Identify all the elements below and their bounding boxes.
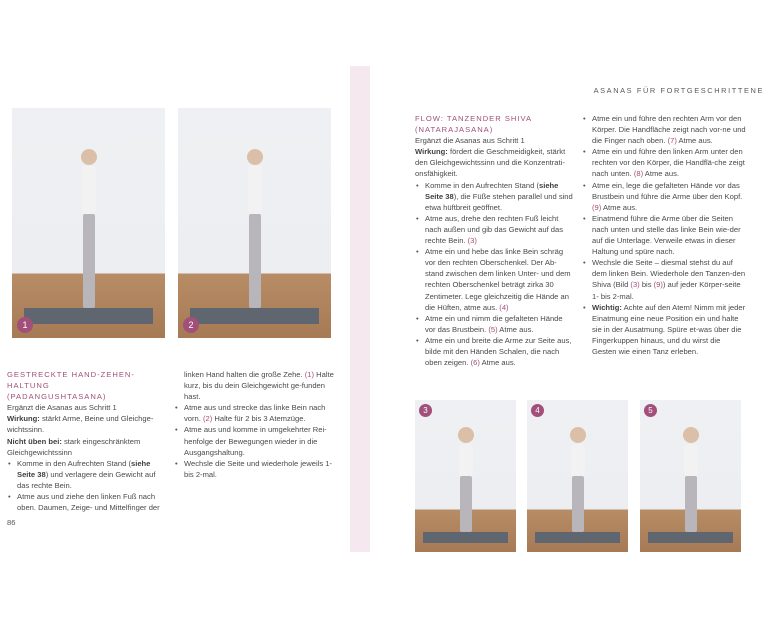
photo-number-badge: 3: [419, 404, 432, 417]
list-item: • Atme ein und nimm die gefalteten Hände vor das Brustbein. (5) Atme aus.: [415, 313, 573, 335]
yoga-figure: [81, 149, 97, 308]
section-subheading: (PADANGUSHTASANA): [7, 392, 107, 402]
section-subheading: (NATARAJASANA): [415, 125, 494, 135]
list-item: • Atme ein und führe den rechten Arm vor den Körper. Die Handfläche zeigt nach vor-ne und die Finger nach oben. (7) Atme aus.: [582, 113, 746, 146]
photo-number-badge: 5: [644, 404, 657, 417]
right-page: [350, 0, 774, 619]
list-item: • Wechsle die Seite und wiederhole jeweils 1- bis 2-mal.: [174, 458, 334, 480]
intro-text: Ergänzt die Asanas aus Schritt 1: [415, 136, 525, 146]
list-item: • Komme in den Aufrechten Stand (siehe Seite 38) und verlagere dein Gewicht auf das rechte Bein.: [7, 458, 167, 491]
list-item: • Komme in den Aufrechten Stand (siehe Seite 38), die Füße stehen parallel und sind etwa hüftbreit geöffnet.: [415, 180, 573, 213]
photo-3-natarajasana-start: [415, 400, 516, 552]
photo-2-padangushtasana-stretched: [178, 108, 331, 338]
photo-4-natarajasana-leg-raised: [527, 400, 628, 552]
yoga-figure: [570, 427, 586, 532]
list-item: • Wichtig: Achte auf den Atem! Nimm mit jeder Einatmung eine neue Position ein und halte sie in der Ausatmung. Spüre et-was über die Fingerkuppen hinaus, und du wirst die Gesten wie einen Tanz erleben.: [582, 302, 746, 357]
list-item: • Einatmend führe die Arme über die Seiten nach unten und stelle das linke Bein wie-der auf die Unterlage. Verweile etwas in dieser Haltung und spüre nach.: [582, 213, 746, 257]
list-item: • Atme aus und strecke das linke Bein nach vorn. (2) Halte für 2 bis 3 Atemzüge.: [174, 402, 334, 424]
section-heading: GESTRECKTE HAND-ZEHEN-HALTUNG: [7, 370, 135, 391]
right-column-1: [415, 113, 573, 368]
photo-5-natarajasana-hands-folded: [640, 400, 741, 552]
yoga-figure: [683, 427, 699, 532]
photo-number-badge: 1: [17, 317, 33, 333]
list-item: • Atme aus, drehe den rechten Fuß leicht nach außen und gib das Gewicht auf das rechte Bein. (3): [415, 213, 573, 246]
wirkung-paragraph: Wirkung: stärkt Arme, Beine und Gleichge-wichtssinn.: [7, 414, 154, 435]
page-number: 86: [7, 518, 16, 527]
list-item: • Wechsle die Seite – diesmal stehst du auf dem linken Bein. Wiederhole den Tanzen-den Shiva (Bild (3) bis (9)) auf jeder Körper-seite 1- bis 2-mal.: [582, 257, 746, 301]
list-item: • Atme aus und komme in umgekehrter Rei-henfolge der Bewegungen wieder in die Ausgangshaltung.: [174, 424, 334, 457]
list-item: • Atme ein und breite die Arme zur Seite aus, bilde mit den Händen Schalen, die nach oben zeigen. (6) Atme aus.: [415, 335, 573, 368]
section-heading: FLOW: TANZENDER SHIVA: [415, 114, 533, 123]
yoga-figure: [458, 427, 474, 532]
list-item: • Atme ein und hebe das linke Bein schräg vor den rechten Oberschenkel. Der Ab-stand zwischen dem linken Unter- und dem rechten Oberschenkel beträgt zirka 30 Zentimeter. Lege gleichzeitig die Hände an die Hüften, atme aus. (4): [415, 246, 573, 313]
running-head: ASANAS FÜR FORTGESCHRITTENE: [593, 86, 764, 95]
nicht-ueben-paragraph: Nicht üben bei: stark eingeschränktem Gleichgewichtssinn: [7, 436, 141, 457]
list-item: • Atme ein, lege die gefalteten Hände vor das Brustbein und führe die Arme über den Kopf. (9) Atme aus.: [582, 180, 746, 213]
list-item: • Atme ein und führe den linken Arm unter den rechten vor den Körper, die Handflä-che zeigt nach unten. (8) Atme aus.: [582, 146, 746, 179]
continued-text: linken Hand halten die große Zehe. (1) Halte kurz, bis du dein Gleichgewicht ge-funden hast.: [184, 370, 334, 402]
photo-1-padangushtasana-step: [12, 108, 165, 338]
photo-number-badge: 4: [531, 404, 544, 417]
left-column-1: [7, 369, 167, 513]
photo-number-badge: 2: [183, 317, 199, 333]
right-column-2: [582, 113, 746, 357]
list-item: • Atme aus und ziehe den linken Fuß nach oben. Daumen, Zeige- und Mittelfinger der: [7, 491, 167, 513]
left-page: [0, 0, 350, 619]
yoga-figure: [247, 149, 263, 308]
wirkung-paragraph: Wirkung: fördert die Geschmeidigkeit, stärkt den Gleichgewichtssinn und die Konzentrati-onsfähigkeit.: [415, 147, 566, 179]
intro-text: Ergänzt die Asanas aus Schritt 1: [7, 403, 117, 413]
left-column-2: [174, 369, 334, 480]
